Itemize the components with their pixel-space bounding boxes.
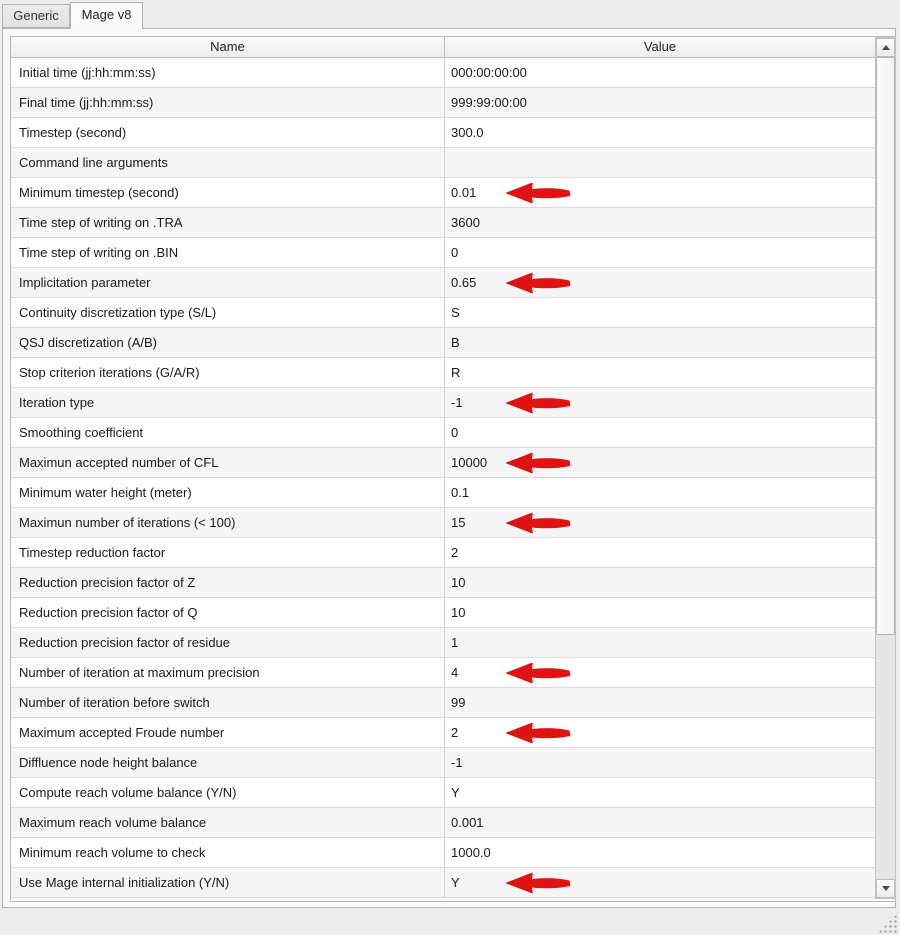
param-value-cell[interactable] <box>445 58 875 87</box>
param-name-cell: Reduction precision factor of Z <box>11 568 445 597</box>
param-value-cell[interactable] <box>445 118 875 147</box>
param-name-cell: Continuity discretization type (S/L) <box>11 298 445 327</box>
param-value: 1000.0 <box>451 845 491 860</box>
param-name-cell: Reduction precision factor of Q <box>11 598 445 627</box>
param-value-cell[interactable] <box>445 628 875 657</box>
param-name-cell: Timestep (second) <box>11 118 445 147</box>
vertical-scrollbar[interactable] <box>875 37 896 899</box>
down-triangle-icon <box>882 886 890 891</box>
param-value: 0.65 <box>451 275 477 290</box>
param-value-cell[interactable] <box>445 568 875 597</box>
table-body <box>11 58 875 901</box>
red-arrow-icon <box>506 722 572 744</box>
table-row[interactable] <box>11 778 875 808</box>
param-value-cell[interactable] <box>445 538 875 567</box>
param-value-cell[interactable] <box>445 838 875 867</box>
param-name-cell: Minimum reach volume to check <box>11 838 445 867</box>
param-value: 4 <box>451 665 459 680</box>
param-value-cell[interactable] <box>445 328 875 357</box>
table-row[interactable] <box>11 358 875 388</box>
param-name-cell: Diffluence node height balance <box>11 748 445 777</box>
param-value-cell[interactable] <box>445 88 875 117</box>
param-value: 2 <box>451 725 459 740</box>
param-value: R <box>451 365 461 380</box>
tab-content-panel <box>2 28 896 908</box>
param-value-cell[interactable] <box>445 358 875 387</box>
table-row[interactable] <box>11 718 875 748</box>
red-arrow-icon <box>506 272 572 294</box>
table-row[interactable] <box>11 688 875 718</box>
red-arrow-icon <box>506 392 572 414</box>
table-row[interactable] <box>11 598 875 628</box>
table-row[interactable] <box>11 238 875 268</box>
param-name-cell: Initial time (jj:hh:mm:ss) <box>11 58 445 87</box>
param-name-cell: Minimum timestep (second) <box>11 178 445 207</box>
table-header-row <box>11 37 875 58</box>
param-value-cell[interactable] <box>445 598 875 627</box>
table-row[interactable] <box>11 418 875 448</box>
param-value: 0.1 <box>451 485 470 500</box>
status-strip <box>0 910 900 935</box>
table-row[interactable] <box>11 208 875 238</box>
param-value-cell[interactable] <box>445 298 875 327</box>
param-value: S <box>451 305 460 320</box>
table-row[interactable] <box>11 808 875 838</box>
tab-generic[interactable]: Generic <box>2 4 70 28</box>
scroll-down-button[interactable] <box>876 879 895 898</box>
param-value: 15 <box>451 515 466 530</box>
table-row[interactable] <box>11 508 875 538</box>
param-name-cell: Maximun accepted number of CFL <box>11 448 445 477</box>
param-name-cell: Implicitation parameter <box>11 268 445 297</box>
param-value: 1 <box>451 635 459 650</box>
param-name-cell: Maximum reach volume balance <box>11 808 445 837</box>
param-name-cell: Number of iteration before switch <box>11 688 445 717</box>
param-value: 99 <box>451 695 466 710</box>
param-name-cell: Smoothing coefficient <box>11 418 445 447</box>
param-value-cell[interactable] <box>445 808 875 837</box>
param-value: 999:99:00:00 <box>451 95 527 110</box>
table-row[interactable] <box>11 118 875 148</box>
param-value: 000:00:00:00 <box>451 65 527 80</box>
param-value: 0.001 <box>451 815 484 830</box>
param-value-cell[interactable] <box>445 148 875 177</box>
param-name-cell: Maximum accepted Froude number <box>11 718 445 747</box>
table-row[interactable] <box>11 328 875 358</box>
up-triangle-icon <box>882 45 890 50</box>
column-header-name[interactable]: Name <box>11 37 445 57</box>
table-row[interactable] <box>11 538 875 568</box>
parameter-table <box>10 36 896 902</box>
table-row[interactable] <box>11 478 875 508</box>
param-value-cell[interactable] <box>445 208 875 237</box>
param-value: -1 <box>451 755 463 770</box>
table-row[interactable] <box>11 868 875 898</box>
table-row[interactable] <box>11 658 875 688</box>
param-value: Y <box>451 875 460 890</box>
table-row[interactable] <box>11 88 875 118</box>
param-name-cell: Number of iteration at maximum precision <box>11 658 445 687</box>
param-value: B <box>451 335 460 350</box>
table-row[interactable] <box>11 448 875 478</box>
red-arrow-icon <box>506 872 572 894</box>
param-value-cell[interactable] <box>445 478 875 507</box>
table-row[interactable] <box>11 748 875 778</box>
table-row-partial <box>11 898 875 901</box>
table-row[interactable] <box>11 298 875 328</box>
param-name-cell: QSJ discretization (A/B) <box>11 328 445 357</box>
param-value-cell[interactable] <box>445 418 875 447</box>
column-header-value[interactable]: Value <box>643 39 677 54</box>
red-arrow-icon <box>506 452 572 474</box>
param-value-cell[interactable] <box>445 778 875 807</box>
param-value: Y <box>451 785 460 800</box>
param-name-cell: Iteration type <box>11 388 445 417</box>
table-row[interactable] <box>11 58 875 88</box>
scroll-up-button[interactable] <box>876 38 895 57</box>
param-value-cell[interactable] <box>445 688 875 717</box>
param-name-cell: Minimum water height (meter) <box>11 478 445 507</box>
tab-mage-v8[interactable]: Mage v8 <box>70 2 143 29</box>
resize-grip[interactable] <box>878 914 897 933</box>
param-name-cell: Time step of writing on .BIN <box>11 238 445 267</box>
param-value: 0 <box>451 245 459 260</box>
param-name-cell: Maximun number of iterations (< 100) <box>11 508 445 537</box>
table-row[interactable] <box>11 388 875 418</box>
table-row[interactable] <box>11 148 875 178</box>
table-row[interactable] <box>11 838 875 868</box>
red-arrow-icon <box>506 512 572 534</box>
table-row[interactable] <box>11 268 875 298</box>
param-name-cell: Command line arguments <box>11 148 445 177</box>
param-value: 0 <box>451 425 459 440</box>
param-name-cell: Compute reach volume balance (Y/N) <box>11 778 445 807</box>
param-value: 10 <box>451 575 466 590</box>
param-value-cell[interactable] <box>445 238 875 267</box>
red-arrow-icon <box>506 182 572 204</box>
param-value: -1 <box>451 395 463 410</box>
red-arrow-icon <box>506 662 572 684</box>
param-name-cell: Timestep reduction factor <box>11 538 445 567</box>
table-row[interactable] <box>11 628 875 658</box>
param-name-cell: Final time (jj:hh:mm:ss) <box>11 88 445 117</box>
param-value: 3600 <box>451 215 480 230</box>
table-row[interactable] <box>11 568 875 598</box>
scrollbar-thumb[interactable] <box>876 57 895 635</box>
param-name-cell: Use Mage internal initialization (Y/N) <box>11 868 445 897</box>
param-value-cell[interactable] <box>445 748 875 777</box>
param-value: 2 <box>451 545 459 560</box>
param-name-cell: Stop criterion iterations (G/A/R) <box>11 358 445 387</box>
param-name-cell: Time step of writing on .TRA <box>11 208 445 237</box>
param-value: 10 <box>451 605 466 620</box>
param-value: 0.01 <box>451 185 477 200</box>
param-value: 300.0 <box>451 125 484 140</box>
table-row[interactable] <box>11 178 875 208</box>
param-name-cell: Reduction precision factor of residue <box>11 628 445 657</box>
param-value: 10000 <box>451 455 488 470</box>
